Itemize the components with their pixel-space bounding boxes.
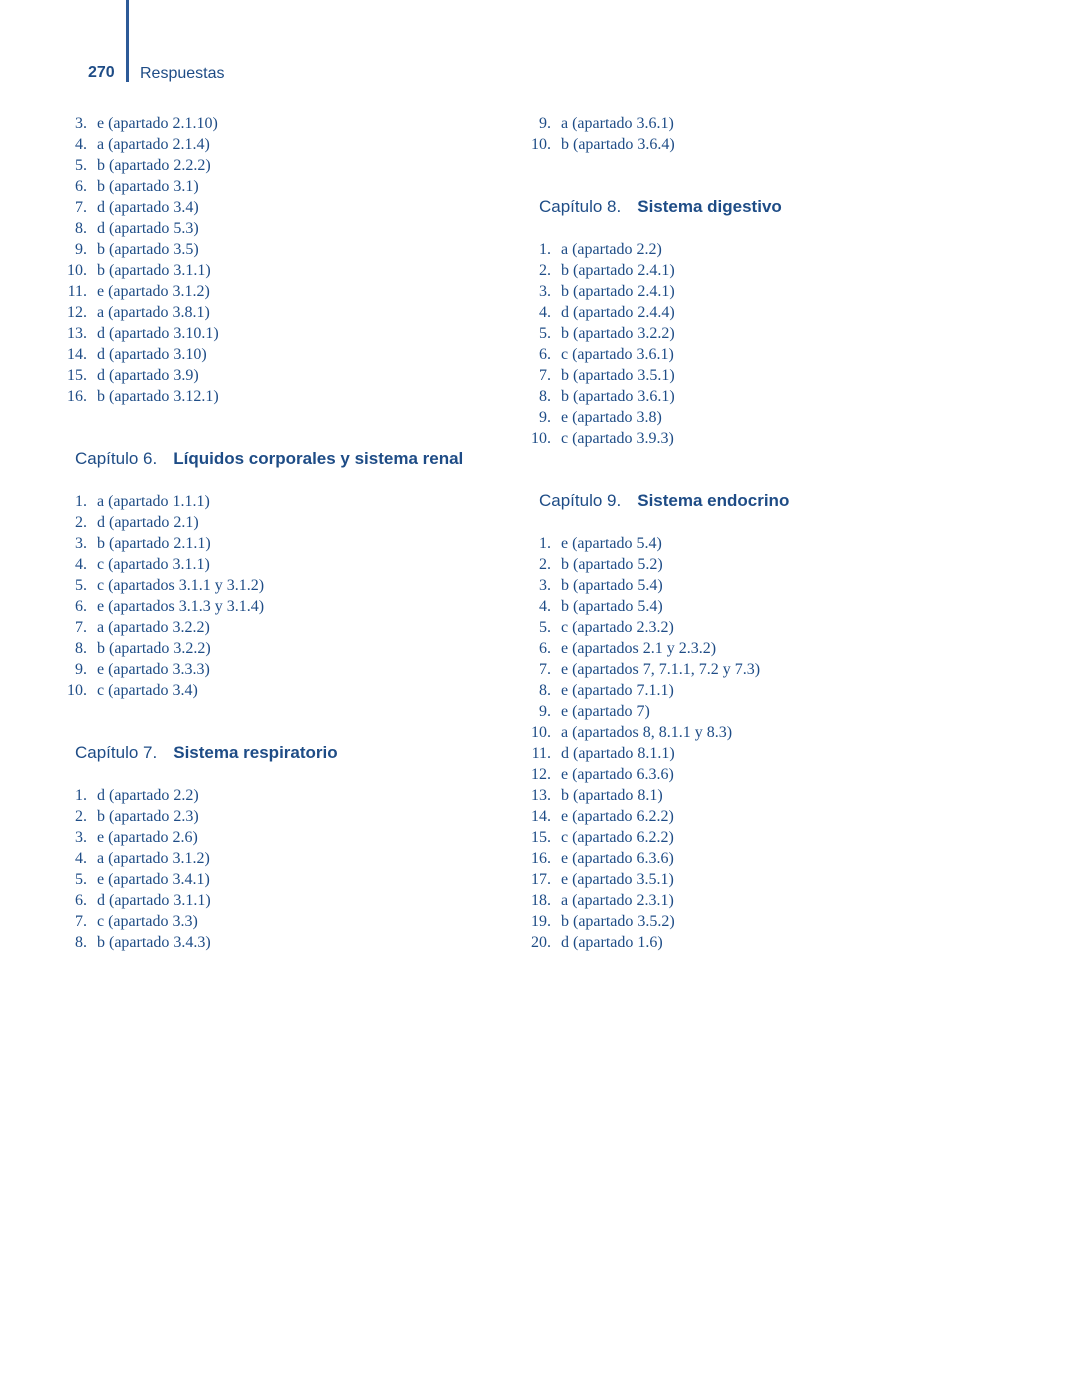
answer-number: 10. bbox=[531, 430, 551, 447]
answer-text: c (apartado 3.9.3) bbox=[561, 430, 674, 447]
answer-item bbox=[524, 617, 1004, 638]
answer-text: e (apartado 3.8) bbox=[561, 409, 662, 426]
answer-item bbox=[60, 890, 520, 911]
answer-number: 3. bbox=[75, 829, 87, 846]
answer-text: e (apartado 7) bbox=[561, 703, 650, 720]
answer-item bbox=[60, 617, 520, 638]
answer-text: d (apartado 5.3) bbox=[97, 220, 199, 237]
answer-item bbox=[60, 911, 520, 932]
answer-text: d (apartado 3.9) bbox=[97, 367, 199, 384]
answer-text: e (apartado 6.2.2) bbox=[561, 808, 674, 825]
answer-number: 20. bbox=[531, 934, 551, 951]
answer-text: c (apartado 3.1.1) bbox=[97, 556, 210, 573]
answer-item bbox=[60, 680, 520, 701]
answer-text: e (apartados 7, 7.1.1, 7.2 y 7.3) bbox=[561, 661, 761, 678]
chapter-section bbox=[524, 489, 1004, 953]
answer-item bbox=[524, 659, 1004, 680]
chapter-heading bbox=[539, 489, 1004, 513]
answer-item bbox=[524, 869, 1004, 890]
answer-item bbox=[524, 239, 1004, 260]
answer-text: d (apartado 2.2) bbox=[97, 787, 199, 804]
answer-item bbox=[524, 407, 1004, 428]
answer-number: 12. bbox=[67, 304, 87, 321]
answer-number: 5. bbox=[75, 871, 87, 888]
answer-number: 6. bbox=[75, 892, 87, 909]
answer-item bbox=[60, 218, 520, 239]
answer-item bbox=[60, 344, 520, 365]
answer-list bbox=[60, 113, 520, 407]
page-number: 270 bbox=[88, 64, 115, 81]
answer-text: e (apartado 6.3.6) bbox=[561, 850, 674, 867]
answer-text: a (apartado 3.6.1) bbox=[561, 115, 674, 132]
answer-number: 17. bbox=[531, 871, 551, 888]
right-column bbox=[524, 113, 1004, 953]
answer-number: 8. bbox=[75, 220, 87, 237]
answer-item bbox=[60, 785, 520, 806]
answer-text: b (apartado 2.2.2) bbox=[97, 157, 211, 174]
answer-item bbox=[60, 491, 520, 512]
answer-number: 9. bbox=[539, 409, 551, 426]
answer-text: e (apartado 3.3.3) bbox=[97, 661, 210, 678]
answer-item bbox=[60, 596, 520, 617]
chapter-title: Líquidos corporales y sistema renal bbox=[173, 449, 464, 468]
answer-item bbox=[60, 386, 520, 407]
answer-item bbox=[60, 323, 520, 344]
answer-item bbox=[524, 680, 1004, 701]
answer-text: d (apartado 2.4.4) bbox=[561, 304, 675, 321]
answer-item bbox=[524, 596, 1004, 617]
answer-list bbox=[524, 113, 1004, 155]
answer-item bbox=[60, 932, 520, 953]
answer-text: a (apartados 8, 8.1.1 y 8.3) bbox=[561, 724, 733, 741]
answer-text: b (apartado 3.1) bbox=[97, 178, 199, 195]
answer-number: 5. bbox=[75, 577, 87, 594]
answer-number: 16. bbox=[67, 388, 87, 405]
answer-number: 4. bbox=[539, 598, 551, 615]
answer-text: b (apartado 3.6.4) bbox=[561, 136, 675, 153]
answer-text: e (apartado 2.1.10) bbox=[97, 115, 218, 132]
answer-number: 7. bbox=[75, 199, 87, 216]
chapter-label: Capítulo 9. bbox=[539, 491, 622, 510]
answer-number: 6. bbox=[539, 640, 551, 657]
answer-number: 10. bbox=[531, 724, 551, 741]
answer-item bbox=[524, 932, 1004, 953]
answer-text: e (apartados 3.1.3 y 3.1.4) bbox=[97, 598, 265, 615]
answer-text: c (apartado 3.3) bbox=[97, 913, 198, 930]
answer-number: 6. bbox=[75, 598, 87, 615]
chapter-title: Sistema endocrino bbox=[637, 491, 790, 510]
answer-text: b (apartado 3.6.1) bbox=[561, 388, 675, 405]
answer-item bbox=[524, 911, 1004, 932]
answer-item bbox=[60, 512, 520, 533]
answer-text: b (apartado 5.4) bbox=[561, 598, 663, 615]
chapter-label: Capítulo 8. bbox=[539, 197, 622, 216]
answer-number: 6. bbox=[75, 178, 87, 195]
answer-item bbox=[60, 197, 520, 218]
answer-text: b (apartado 5.2) bbox=[561, 556, 663, 573]
answer-text: c (apartado 2.3.2) bbox=[561, 619, 674, 636]
answer-text: c (apartados 3.1.1 y 3.1.2) bbox=[97, 577, 265, 594]
answer-number: 4. bbox=[75, 850, 87, 867]
answer-number: 6. bbox=[539, 346, 551, 363]
answer-item bbox=[524, 575, 1004, 596]
answer-number: 9. bbox=[75, 661, 87, 678]
answer-item bbox=[524, 386, 1004, 407]
answer-number: 2. bbox=[75, 808, 87, 825]
answer-number: 7. bbox=[75, 913, 87, 930]
answer-item bbox=[60, 281, 520, 302]
chapter-heading bbox=[75, 741, 520, 765]
answer-item bbox=[60, 827, 520, 848]
answer-number: 3. bbox=[539, 577, 551, 594]
answer-item bbox=[524, 113, 1004, 134]
answer-text: b (apartado 3.1.1) bbox=[97, 262, 211, 279]
answer-text: b (apartado 3.2.2) bbox=[97, 640, 211, 657]
answer-item bbox=[524, 722, 1004, 743]
left-column bbox=[60, 113, 520, 953]
answer-list bbox=[524, 239, 1004, 449]
answer-item bbox=[524, 281, 1004, 302]
answer-text: d (apartado 8.1.1) bbox=[561, 745, 675, 762]
answer-item bbox=[524, 827, 1004, 848]
answer-item bbox=[524, 302, 1004, 323]
answer-number: 2. bbox=[539, 262, 551, 279]
chapter-heading bbox=[539, 195, 1004, 219]
answer-text: a (apartado 2.1.4) bbox=[97, 136, 210, 153]
answer-list bbox=[524, 533, 1004, 953]
answer-text: e (apartado 3.4.1) bbox=[97, 871, 210, 888]
answer-number: 1. bbox=[539, 535, 551, 552]
answer-item bbox=[60, 113, 520, 134]
chapter-section bbox=[524, 195, 1004, 449]
answer-number: 3. bbox=[75, 535, 87, 552]
answer-text: b (apartado 8.1) bbox=[561, 787, 663, 804]
answer-number: 9. bbox=[539, 703, 551, 720]
answer-text: d (apartado 1.6) bbox=[561, 934, 663, 951]
answer-number: 4. bbox=[75, 136, 87, 153]
chapter-title: Sistema respiratorio bbox=[173, 743, 338, 762]
answer-item bbox=[60, 155, 520, 176]
answer-number: 3. bbox=[539, 283, 551, 300]
answer-number: 15. bbox=[67, 367, 87, 384]
answer-number: 13. bbox=[531, 787, 551, 804]
answer-text: c (apartado 3.4) bbox=[97, 682, 198, 699]
answer-item bbox=[524, 764, 1004, 785]
answer-text: a (apartado 3.2.2) bbox=[97, 619, 210, 636]
answer-item bbox=[524, 806, 1004, 827]
answer-number: 3. bbox=[75, 115, 87, 132]
answer-number: 5. bbox=[539, 325, 551, 342]
answer-item bbox=[524, 323, 1004, 344]
answer-number: 4. bbox=[539, 304, 551, 321]
answer-list bbox=[60, 785, 520, 953]
answer-number: 1. bbox=[75, 493, 87, 510]
answer-text: c (apartado 3.6.1) bbox=[561, 346, 674, 363]
answer-text: d (apartado 3.10) bbox=[97, 346, 207, 363]
answer-number: 14. bbox=[531, 808, 551, 825]
answer-text: d (apartado 3.4) bbox=[97, 199, 199, 216]
chapter-section bbox=[60, 447, 520, 701]
answer-number: 14. bbox=[67, 346, 87, 363]
answer-item bbox=[60, 365, 520, 386]
answer-text: e (apartado 5.4) bbox=[561, 535, 662, 552]
answer-number: 7. bbox=[539, 367, 551, 384]
answer-text: a (apartado 3.8.1) bbox=[97, 304, 210, 321]
answer-text: c (apartado 6.2.2) bbox=[561, 829, 674, 846]
running-head: Respuestas bbox=[140, 65, 225, 82]
answer-text: d (apartado 2.1) bbox=[97, 514, 199, 531]
answer-text: b (apartado 3.4.3) bbox=[97, 934, 211, 951]
answer-number: 18. bbox=[531, 892, 551, 909]
answer-text: b (apartado 2.4.1) bbox=[561, 283, 675, 300]
answer-text: d (apartado 3.1.1) bbox=[97, 892, 211, 909]
answer-item bbox=[60, 869, 520, 890]
chapter-heading bbox=[75, 447, 520, 471]
answer-item bbox=[60, 659, 520, 680]
answer-text: a (apartado 2.3.1) bbox=[561, 892, 674, 909]
answer-text: a (apartado 2.2) bbox=[561, 241, 662, 258]
answer-text: b (apartado 3.5) bbox=[97, 241, 199, 258]
answer-text: b (apartado 3.5.1) bbox=[561, 367, 675, 384]
answer-text: b (apartado 2.1.1) bbox=[97, 535, 211, 552]
answer-text: b (apartado 2.4.1) bbox=[561, 262, 675, 279]
answer-number: 5. bbox=[75, 157, 87, 174]
header-rule bbox=[126, 0, 129, 82]
answer-item bbox=[524, 890, 1004, 911]
answer-item bbox=[524, 701, 1004, 722]
answer-item bbox=[60, 260, 520, 281]
answer-item bbox=[524, 785, 1004, 806]
answer-number: 1. bbox=[539, 241, 551, 258]
answer-number: 7. bbox=[539, 661, 551, 678]
answer-number: 8. bbox=[75, 640, 87, 657]
answer-number: 5. bbox=[539, 619, 551, 636]
answer-item bbox=[524, 533, 1004, 554]
answer-item bbox=[524, 554, 1004, 575]
answer-item bbox=[60, 533, 520, 554]
chapter-title: Sistema digestivo bbox=[637, 197, 782, 216]
answer-number: 10. bbox=[67, 262, 87, 279]
answer-number: 2. bbox=[539, 556, 551, 573]
answer-number: 15. bbox=[531, 829, 551, 846]
answer-item bbox=[524, 260, 1004, 281]
answer-text: b (apartado 5.4) bbox=[561, 577, 663, 594]
answer-number: 16. bbox=[531, 850, 551, 867]
chapter-section bbox=[60, 741, 520, 953]
answer-item bbox=[60, 302, 520, 323]
answer-number: 10. bbox=[531, 136, 551, 153]
answer-text: e (apartado 7.1.1) bbox=[561, 682, 674, 699]
answer-text: b (apartado 3.2.2) bbox=[561, 325, 675, 342]
answer-text: d (apartado 3.10.1) bbox=[97, 325, 219, 342]
answer-number: 4. bbox=[75, 556, 87, 573]
answer-list bbox=[60, 491, 520, 701]
answer-text: b (apartado 3.5.2) bbox=[561, 913, 675, 930]
answer-item bbox=[524, 365, 1004, 386]
answer-item bbox=[524, 743, 1004, 764]
answer-number: 11. bbox=[67, 283, 87, 300]
answer-item bbox=[60, 848, 520, 869]
answer-item bbox=[60, 575, 520, 596]
answer-number: 12. bbox=[531, 766, 551, 783]
answer-item bbox=[524, 638, 1004, 659]
answer-item bbox=[60, 176, 520, 197]
answer-item bbox=[60, 239, 520, 260]
answer-number: 9. bbox=[75, 241, 87, 258]
answer-item bbox=[524, 848, 1004, 869]
answer-text: a (apartado 3.1.2) bbox=[97, 850, 210, 867]
answer-number: 19. bbox=[531, 913, 551, 930]
answer-text: e (apartado 6.3.6) bbox=[561, 766, 674, 783]
answer-text: e (apartado 3.1.2) bbox=[97, 283, 210, 300]
answer-number: 9. bbox=[539, 115, 551, 132]
answer-text: b (apartado 3.12.1) bbox=[97, 388, 219, 405]
answer-item bbox=[524, 134, 1004, 155]
answer-item bbox=[60, 134, 520, 155]
answer-text: e (apartados 2.1 y 2.3.2) bbox=[561, 640, 717, 657]
answer-number: 8. bbox=[75, 934, 87, 951]
answer-item bbox=[524, 428, 1004, 449]
answer-text: e (apartado 3.5.1) bbox=[561, 871, 674, 888]
answer-item bbox=[60, 638, 520, 659]
answer-number: 8. bbox=[539, 388, 551, 405]
answer-item bbox=[60, 554, 520, 575]
answer-number: 10. bbox=[67, 682, 87, 699]
answer-number: 13. bbox=[67, 325, 87, 342]
answer-number: 1. bbox=[75, 787, 87, 804]
answer-text: e (apartado 2.6) bbox=[97, 829, 198, 846]
answer-number: 2. bbox=[75, 514, 87, 531]
answer-number: 7. bbox=[75, 619, 87, 636]
chapter-label: Capítulo 7. bbox=[75, 743, 158, 762]
answer-item bbox=[524, 344, 1004, 365]
answer-number: 8. bbox=[539, 682, 551, 699]
answer-item bbox=[60, 806, 520, 827]
chapter-label: Capítulo 6. bbox=[75, 449, 158, 468]
answer-text: a (apartado 1.1.1) bbox=[97, 493, 210, 510]
answer-text: b (apartado 2.3) bbox=[97, 808, 199, 825]
answer-number: 11. bbox=[531, 745, 551, 762]
